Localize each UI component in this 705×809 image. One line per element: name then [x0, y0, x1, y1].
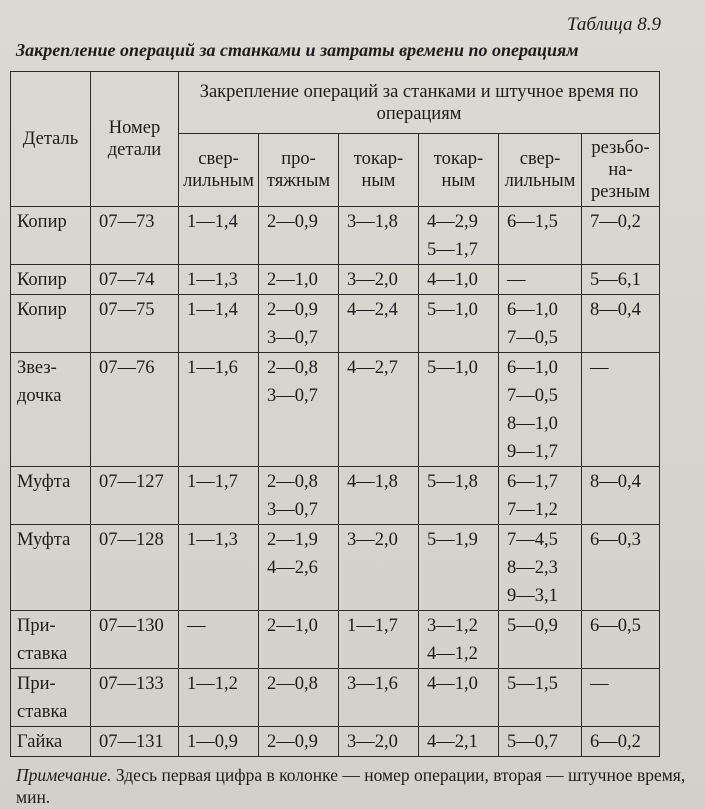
operation-cell: [419, 611, 499, 669]
operation-time: 3—0,7: [267, 386, 318, 406]
operation-cell: [339, 727, 419, 757]
operation-cell: [179, 467, 259, 525]
operation-time: 7—0,5: [507, 386, 558, 406]
operation-time: 4—1,0: [427, 674, 478, 694]
operation-time: 4—1,2: [427, 644, 478, 664]
detail-name: дочка: [17, 386, 62, 406]
operation-cell: [419, 467, 499, 525]
detail-name: Копир: [17, 300, 67, 320]
table-row: [11, 727, 660, 757]
operation-time: 5—1,5: [507, 674, 558, 694]
detail-number: 07—128: [99, 530, 164, 550]
header-column-line: свер-: [198, 149, 239, 169]
operation-cell: [259, 207, 339, 265]
table-row: [11, 265, 660, 295]
operation-cell: [419, 207, 499, 265]
operation-time: 5—0,9: [507, 616, 558, 636]
detail-name-cell: [11, 207, 91, 265]
operation-time: 8—2,3: [507, 558, 558, 578]
detail-name: ставка: [17, 702, 68, 722]
operation-cell: [179, 295, 259, 353]
operation-time: 1—0,9: [187, 732, 238, 752]
operation-time: 3—2,0: [347, 530, 398, 550]
operation-time: 5—0,7: [507, 732, 558, 752]
operation-cell: [499, 295, 582, 353]
detail-number-cell: [91, 611, 179, 669]
note-text: Здесь первая цифра в колонке — номер операции, вторая — штучное время, мин.: [16, 765, 686, 807]
operation-time: 3—2,0: [347, 270, 398, 290]
table-caption: Закрепление операций за станками и затраты времени по операциям: [16, 40, 579, 60]
detail-number-cell: [91, 353, 179, 467]
operation-cell: [582, 611, 660, 669]
operation-time: —: [590, 674, 609, 694]
header-column: [339, 134, 419, 207]
operation-cell: [179, 207, 259, 265]
header-number: [91, 72, 179, 207]
detail-name-cell: [11, 353, 91, 467]
operation-cell: [179, 727, 259, 757]
operation-cell: [582, 353, 660, 467]
operation-time: 4—2,1: [427, 732, 478, 752]
header-column-line: резьбо-: [591, 138, 650, 158]
detail-name: При-: [17, 674, 56, 694]
operation-time: 6—0,3: [590, 530, 641, 550]
operation-cell: [259, 295, 339, 353]
operation-cell: [179, 353, 259, 467]
operation-time: 2—0,9: [267, 212, 318, 232]
table-row: [11, 207, 660, 265]
detail-name: Муфта: [17, 530, 71, 550]
detail-number: 07—131: [99, 732, 164, 752]
operation-time: 1—1,2: [187, 674, 238, 694]
header-group-line2: и штучное время по операциям: [376, 81, 639, 124]
operation-cell: [339, 467, 419, 525]
header-column: [582, 134, 660, 207]
detail-number-cell: [91, 727, 179, 757]
operation-time: 6—1,0: [507, 300, 558, 320]
operation-time: 7—1,2: [507, 500, 558, 520]
operation-cell: [259, 611, 339, 669]
detail-number-cell: [91, 669, 179, 727]
operation-cell: [499, 467, 582, 525]
header-column-line: ным: [441, 171, 476, 191]
detail-name: При-: [17, 616, 56, 636]
operation-time: —: [187, 616, 206, 636]
operation-time: 1—1,3: [187, 270, 238, 290]
operation-time: 3—1,6: [347, 674, 398, 694]
operation-time: 2—0,8: [267, 472, 318, 492]
operation-cell: [582, 207, 660, 265]
detail-name-cell: [11, 467, 91, 525]
operation-cell: [259, 727, 339, 757]
operation-time: 5—1,9: [427, 530, 478, 550]
operation-time: 3—1,2: [427, 616, 478, 636]
operation-cell: [582, 467, 660, 525]
header-column-line: свер-: [519, 149, 561, 169]
header-column-line: лильным: [183, 171, 254, 191]
operation-time: 2—1,9: [267, 530, 318, 550]
detail-name: ставка: [17, 644, 68, 664]
operation-cell: [259, 525, 339, 611]
operation-cell: [419, 265, 499, 295]
detail-name-cell: [11, 525, 91, 611]
operation-cell: [339, 611, 419, 669]
operation-cell: [419, 525, 499, 611]
operation-time: 6—1,7: [507, 472, 558, 492]
operation-time: 5—1,7: [427, 240, 478, 260]
operation-cell: [499, 265, 582, 295]
operation-time: 2—0,8: [267, 674, 318, 694]
operation-time: 6—1,5: [507, 212, 558, 232]
detail-number-cell: [91, 295, 179, 353]
operation-time: 2—0,8: [267, 358, 318, 378]
operation-time: 2—0,9: [267, 732, 318, 752]
operation-cell: [179, 669, 259, 727]
header-column: [419, 134, 499, 207]
operation-time: 8—0,4: [590, 472, 641, 492]
operation-time: 2—0,9: [267, 300, 318, 320]
operation-time: 1—1,4: [187, 212, 238, 232]
operation-cell: [179, 525, 259, 611]
header-column-line: резным: [590, 182, 651, 202]
header-column-line: ным: [361, 171, 396, 191]
table-row: [11, 467, 660, 525]
detail-number: 07—127: [99, 472, 164, 492]
operation-time: 2—1,0: [267, 616, 318, 636]
operation-time: 1—1,7: [347, 616, 398, 636]
note-label: Примечание.: [16, 765, 112, 785]
table-row: [11, 295, 660, 353]
operation-cell: [419, 353, 499, 467]
operation-cell: [499, 353, 582, 467]
operation-cell: [259, 669, 339, 727]
operation-time: 4—2,9: [427, 212, 478, 232]
operation-time: 5—6,1: [590, 270, 641, 290]
operation-time: 5—1,0: [427, 358, 478, 378]
operation-time: 2—1,0: [267, 270, 318, 290]
operation-time: 6—1,0: [507, 358, 558, 378]
detail-number-cell: [91, 265, 179, 295]
detail-number: 07—74: [99, 270, 155, 290]
operation-time: 4—2,7: [347, 358, 398, 378]
operation-time: 6—0,2: [590, 732, 641, 752]
operation-cell: [499, 207, 582, 265]
operation-cell: [499, 727, 582, 757]
operation-time: 3—0,7: [267, 500, 318, 520]
operation-time: 4—2,4: [347, 300, 398, 320]
operation-cell: [499, 669, 582, 727]
detail-number-cell: [91, 525, 179, 611]
detail-number: 07—130: [99, 616, 164, 636]
operation-cell: [339, 525, 419, 611]
header-column: [499, 134, 582, 207]
table-note: [16, 764, 686, 808]
operation-time: 9—3,1: [507, 586, 558, 606]
operation-cell: [582, 295, 660, 353]
detail-name: Гайка: [17, 732, 63, 752]
operation-cell: [499, 525, 582, 611]
detail-number: 07—73: [99, 212, 155, 232]
detail-name-cell: [11, 295, 91, 353]
operation-cell: [259, 467, 339, 525]
header-group-line1: Закрепление операций за станками: [199, 81, 477, 102]
table-row: [11, 525, 660, 611]
operation-cell: [259, 265, 339, 295]
operation-time: 1—1,7: [187, 472, 238, 492]
header-column-line: токар-: [433, 149, 484, 169]
operation-time: 1—1,4: [187, 300, 238, 320]
header-column-line: на-: [608, 160, 633, 180]
operation-cell: [582, 265, 660, 295]
operation-time: 1—1,6: [187, 358, 238, 378]
operation-time: 7—0,5: [507, 328, 558, 348]
operation-time: 3—0,7: [267, 328, 318, 348]
operation-time: 4—1,0: [427, 270, 478, 290]
operation-cell: [339, 669, 419, 727]
operation-time: 4—2,6: [267, 558, 318, 578]
operation-time: 7—0,2: [590, 212, 641, 232]
header-detail: Деталь: [11, 72, 91, 207]
detail-name-cell: [11, 611, 91, 669]
detail-number: 07—75: [99, 300, 155, 320]
operation-cell: [419, 727, 499, 757]
operation-time: 3—2,0: [347, 732, 398, 752]
operation-cell: [179, 611, 259, 669]
operation-time: 6—0,5: [590, 616, 641, 636]
operation-cell: [339, 207, 419, 265]
operation-cell: [339, 265, 419, 295]
operation-cell: [582, 727, 660, 757]
operation-cell: [339, 295, 419, 353]
operation-time: 7—4,5: [507, 530, 558, 550]
operation-cell: [499, 611, 582, 669]
detail-number-cell: [91, 207, 179, 265]
operation-cell: [419, 669, 499, 727]
header-column: [259, 134, 339, 207]
operation-cell: [179, 265, 259, 295]
operation-time: —: [590, 358, 609, 378]
operation-time: 8—0,4: [590, 300, 641, 320]
detail-name: Муфта: [17, 472, 71, 492]
detail-name: Копир: [17, 212, 67, 232]
operation-cell: [419, 295, 499, 353]
detail-name-cell: [11, 727, 91, 757]
table-row: [11, 611, 660, 669]
operation-cell: [339, 353, 419, 467]
detail-name: Копир: [17, 270, 67, 290]
table-row: [11, 353, 660, 467]
header-column-line: про-: [281, 149, 316, 169]
operation-cell: [259, 353, 339, 467]
header-column-line: токар-: [353, 149, 404, 169]
detail-number-cell: [91, 467, 179, 525]
header-group: [179, 72, 660, 134]
detail-number: 07—133: [99, 674, 164, 694]
operation-time: 5—1,0: [427, 300, 478, 320]
operations-table: [10, 71, 660, 757]
operation-time: —: [507, 270, 526, 290]
operation-time: 4—1,8: [347, 472, 398, 492]
operation-time: 9—1,7: [507, 442, 558, 462]
operation-time: 3—1,8: [347, 212, 398, 232]
detail-name-cell: [11, 265, 91, 295]
header-number-line2: детали: [107, 140, 162, 160]
operation-cell: [582, 525, 660, 611]
detail-name-cell: [11, 669, 91, 727]
operation-time: 5—1,8: [427, 472, 478, 492]
header-number-line1: Номер: [108, 118, 161, 138]
operation-time: 1—1,3: [187, 530, 238, 550]
table-row: [11, 669, 660, 727]
detail-name: Звез-: [17, 358, 57, 378]
operation-time: 8—1,0: [507, 414, 558, 434]
detail-number: 07—76: [99, 358, 155, 378]
table-number: Таблица 8.9: [567, 14, 661, 35]
operation-cell: [582, 669, 660, 727]
header-column-line: лильным: [504, 171, 576, 191]
header-column: [179, 134, 259, 207]
header-column-line: тяжным: [266, 171, 331, 191]
